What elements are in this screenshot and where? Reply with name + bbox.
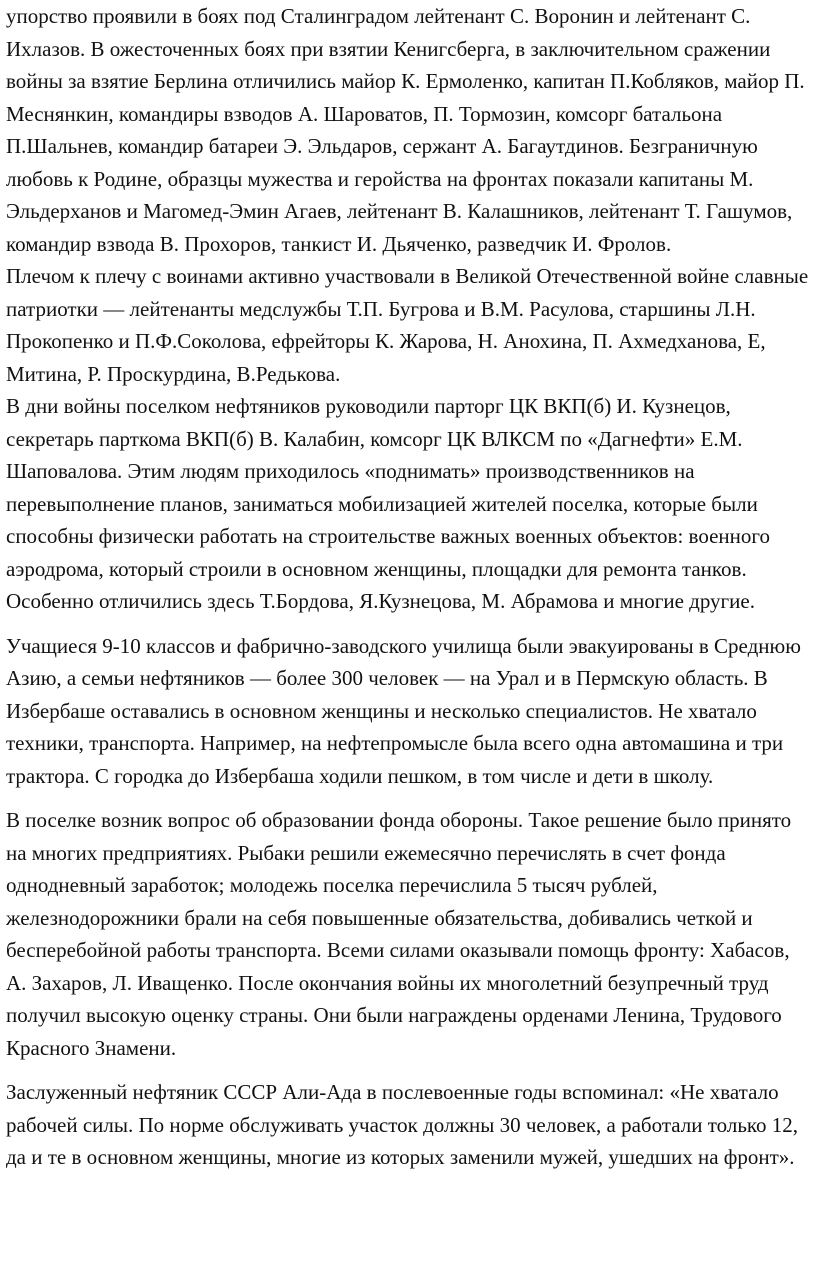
paragraph-3: В дни войны поселком нефтяников руководили парторг ЦК ВКП(б) И. Кузнецов, секретарь парткома ВКП(б) В. Калабин, комсорг ЦК ВЛКСМ по «Дагнефти» Е.М. Шаповалова. Этим людям приходилось «поднимать» производственников на перевыполнение планов, заниматься мобилизацией жителей поселка, которые были способны физически работать на строительстве важных военных объектов: военного аэродрома, который строили в основном женщины, площадки для ремонта танков. Особенно отличились здесь Т.Бордова, Я.Кузнецова, М. Абрамова и многие другие. [6, 394, 770, 613]
paragraph-2: Плечом к плечу с воинами активно участвовали в Великой Отечественной войне славные патриотки — лейтенанты медслужбы Т.П. Бугрова и В.М. Расулова, старшины Л.Н. Прокопенко и П.Ф.Соколова, ефрейторы К. Жарова, Н. Анохина, П. Ахмедханова, Е, Митина, Р. Проскурдина, В.Редькова. [6, 264, 809, 386]
paragraph-4: Учащиеся 9-10 классов и фабрично-заводского училища были эвакуированы в Среднюю Азию, а семьи нефтяников — более 300 человек — на Урал и в Пермскую область. В Избербаше оставались в основном женщины и несколько специалистов. Не хватало техники, транспорта. Например, на нефтепромысле была всего одна автомашина и три трактора. С городка до Избербаша ходили пешком, в том числе и дети в школу. [6, 633, 801, 788]
paragraph-5: В поселке возник вопрос об образовании фонда обороны. Такое решение было принято на многих предприятиях. Рыбаки решили ежемесячно перечислять в счет фонда однодневный заработок; молодежь поселка перечислила 5 тысяч рублей, железнодорожники брали на себя повышенные обязательства, добивались четкой и бесперебойной работы транспорта. Всеми силами оказывали помощь фронту: Хабасов, А. Захаров, Л. Иващенко. После окончания войны их многолетний безупречный труд получил высокую оценку страны. Они были награждены орденами Ленина, Трудового Красного Знамени. [6, 808, 792, 1060]
paragraph-1: упорство проявили в боях под Сталинградом лейтенант С. Воронин и лейтенант С. Ихлазов. В ожесточенных боях при взятии Кенигсберга, в заключительном сражении войны за взятие Берлина отличились майор К. Ермоленко, капитан П.Кобляков, майор П. Меснянкин, командиры взводов А. Шароватов, П. Тормозин, комсорг батальона П.Шальнев, командир батареи Э. Эльдаров, сержант А. Багаутдинов. Безграничную любовь к Родине, образцы мужества и геройства на фронтах показали капитаны М. Эльдерханов и Магомед-Эмин Агаев, лейтенант В. Калашников, лейтенант Т. Гашумов, командир взвода В. Прохоров, танкист И. Дьяченко, разведчик И. Фролов. [6, 4, 805, 256]
paragraph-6: Заслуженный нефтяник СССР Али-Ада в послевоенные годы вспоминал: «Не хватало рабочей силы. По норме обслуживать участок должны 30 человек, а работали только 12, да и те в основном женщины, многие из которых заменили мужей, ушедших на фронт». [6, 1080, 799, 1169]
